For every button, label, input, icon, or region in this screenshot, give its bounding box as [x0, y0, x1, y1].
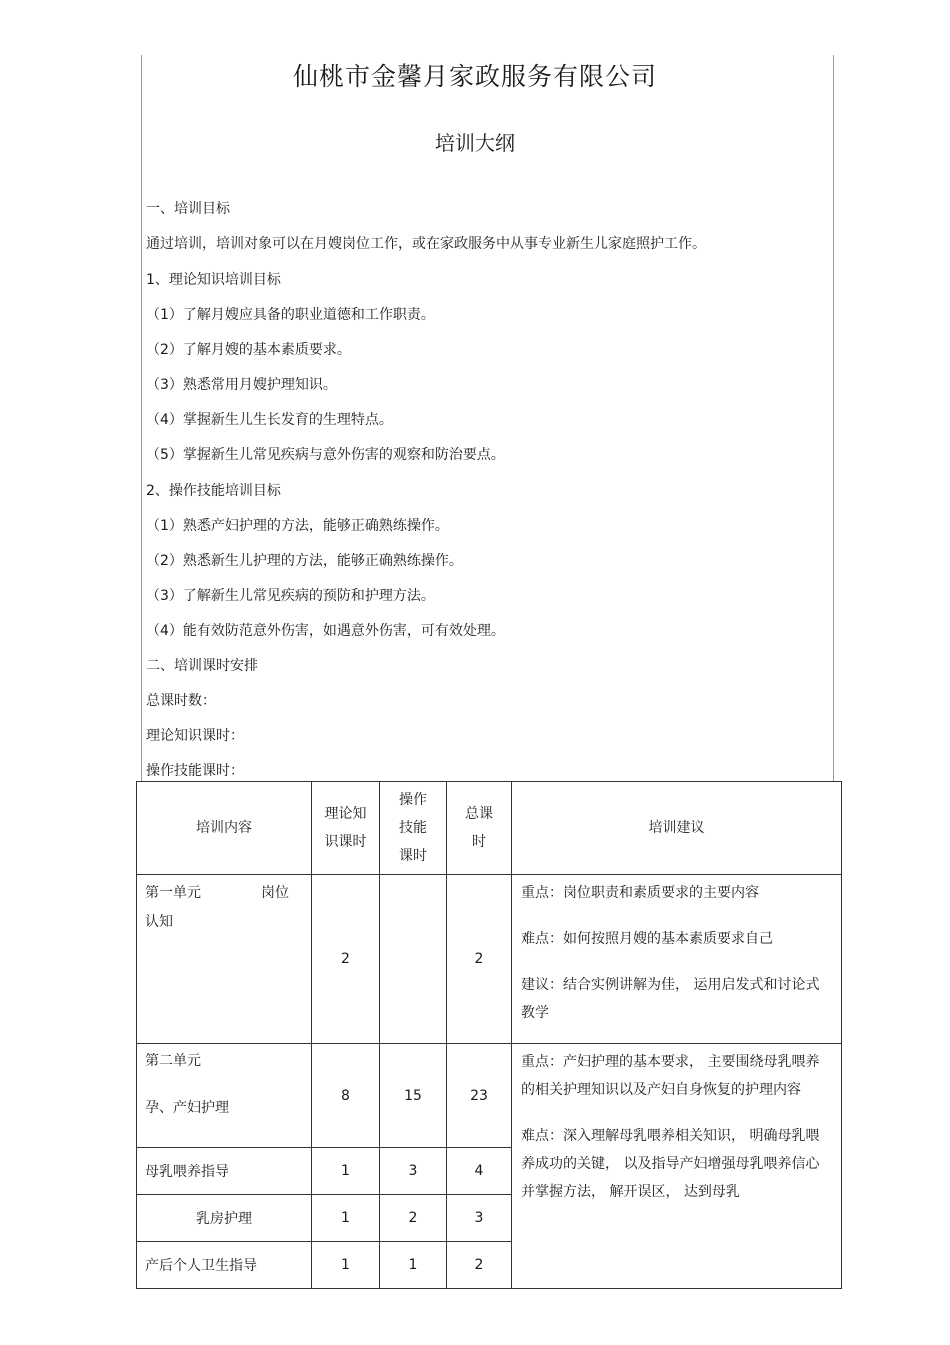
row-practice: 1 — [380, 1242, 447, 1289]
header-suggestion: 培训建议 — [512, 782, 842, 875]
header-practice-hours: 操作 技能 课时 — [380, 782, 447, 875]
row-name: 乳房护理 — [137, 1195, 312, 1242]
unit1-total: 2 — [447, 875, 512, 1044]
unit1-suggestion — [512, 875, 842, 1044]
subsection-heading: 2、操作技能培训目标 — [146, 483, 281, 499]
row-theory: 1 — [312, 1195, 380, 1242]
row-name: 母乳喂养指导 — [137, 1148, 312, 1195]
unit1-name-cell — [137, 875, 312, 1044]
row-theory: 1 — [312, 1242, 380, 1289]
unit1-advice: 建议：结合实例讲解为佳， 运用启发式和讨论式教学 — [521, 977, 820, 1021]
table-row-unit2 — [137, 1044, 842, 1148]
subsection-heading: 1、理论知识培训目标 — [146, 272, 281, 288]
list-item: （2）了解月嫂的基本素质要求。 — [146, 342, 351, 358]
row-total: 4 — [447, 1148, 512, 1195]
unit1-name-b: 岗位 — [261, 885, 289, 901]
company-name: 仙桃市金馨月家政服务有限公司 — [292, 62, 657, 91]
unit2-name-b: 孕、产妇护理 — [145, 1100, 229, 1116]
unit1-name-a: 第一单元 — [145, 885, 201, 901]
row-total: 3 — [447, 1195, 512, 1242]
section-heading-goals: 一、培训目标 — [146, 201, 230, 217]
unit2-theory: 8 — [312, 1044, 380, 1148]
row-practice: 3 — [380, 1148, 447, 1195]
theory-hours-label: 理论知识课时： — [146, 728, 244, 744]
document-title: 培训大纲 — [435, 131, 515, 155]
row-practice: 2 — [380, 1195, 447, 1242]
table-header-row — [137, 782, 842, 875]
unit2-suggestion — [512, 1044, 842, 1289]
unit1-practice — [380, 875, 447, 1044]
row-theory: 1 — [312, 1148, 380, 1195]
unit1-difficulty: 难点：如何按照月嫂的基本素质要求自己 — [521, 931, 773, 947]
left-page-border — [141, 55, 142, 781]
header-theory-hours: 理论知 识课时 — [312, 782, 380, 875]
unit1-name-c: 认知 — [145, 914, 173, 930]
section-heading-schedule: 二、培训课时安排 — [146, 658, 258, 674]
unit1-theory: 2 — [312, 875, 380, 1044]
list-item: （5）掌握新生儿常见疾病与意外伤害的观察和防治要点。 — [146, 447, 505, 463]
list-item: （4）掌握新生儿生长发育的生理特点。 — [146, 412, 393, 428]
row-total: 2 — [447, 1242, 512, 1289]
unit2-difficulty: 难点：深入理解母乳喂养相关知识， 明确母乳喂养成功的关键， 以及指导产妇增强母乳喂养信心并掌握方法， 解开误区， 达到母乳 — [521, 1128, 820, 1200]
practice-hours-label: 操作技能课时： — [146, 763, 244, 779]
header-content: 培训内容 — [137, 782, 312, 875]
list-item: （1）熟悉产妇护理的方法，能够正确熟练操作。 — [146, 518, 449, 534]
list-item: （3）熟悉常用月嫂护理知识。 — [146, 377, 337, 393]
right-page-border — [833, 55, 834, 781]
unit2-name-cell — [137, 1044, 312, 1148]
header-total-hours: 总课 时 — [447, 782, 512, 875]
list-item: （4）能有效防范意外伤害，如遇意外伤害，可有效处理。 — [146, 623, 505, 639]
list-item: （2）熟悉新生儿护理的方法，能够正确熟练操作。 — [146, 553, 463, 569]
list-item: （1）了解月嫂应具备的职业道德和工作职责。 — [146, 307, 435, 323]
unit2-practice: 15 — [380, 1044, 447, 1148]
total-hours-label: 总课时数： — [146, 693, 216, 709]
training-schedule-table — [136, 781, 842, 1289]
list-item: （3）了解新生儿常见疾病的预防和护理方法。 — [146, 588, 435, 604]
row-name: 产后个人卫生指导 — [137, 1242, 312, 1289]
unit2-key-point: 重点：产妇护理的基本要求， 主要围绕母乳喂养的相关护理知识以及产妇自身恢复的护理内容 — [521, 1054, 820, 1098]
unit2-name-a: 第二单元 — [145, 1053, 201, 1069]
table-row-unit1 — [137, 875, 842, 1044]
paragraph: 通过培训，培训对象可以在月嫂岗位工作，或在家政服务中从事专业新生儿家庭照护工作。 — [146, 236, 706, 252]
unit1-key-point: 重点：岗位职责和素质要求的主要内容 — [521, 885, 759, 901]
unit2-total: 23 — [447, 1044, 512, 1148]
